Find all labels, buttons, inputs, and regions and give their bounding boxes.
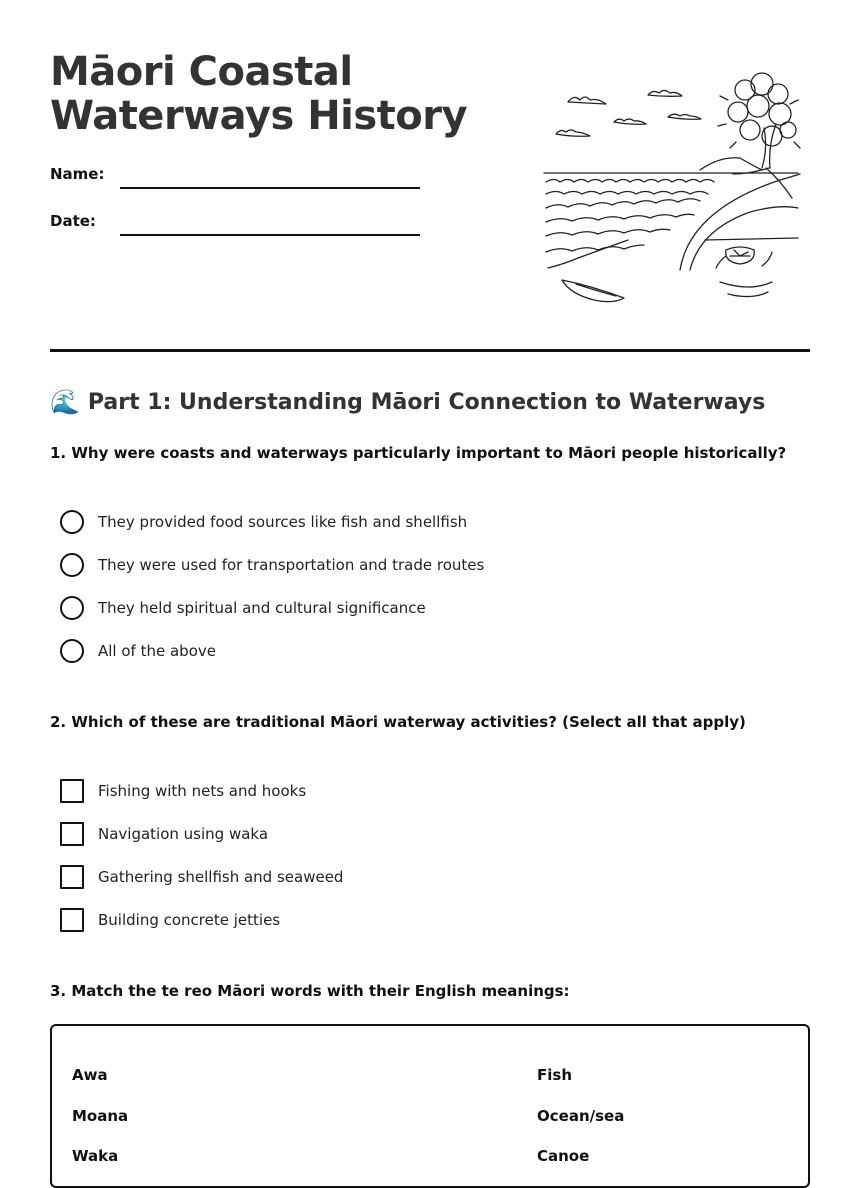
checkbox[interactable] (60, 822, 84, 846)
checkbox[interactable] (60, 865, 84, 889)
worksheet-title (50, 50, 467, 138)
coastal-scene-illustration (540, 70, 802, 305)
header-divider (50, 349, 810, 352)
matching-box (50, 1024, 810, 1188)
radio-button[interactable] (60, 639, 84, 663)
checkbox[interactable] (60, 779, 84, 803)
radio-button[interactable] (60, 553, 84, 577)
q1-option-1[interactable] (60, 509, 467, 535)
english-meaning-canoe[interactable]: Canoe (537, 1147, 590, 1165)
option-label: All of the above (98, 642, 216, 660)
q1-option-4[interactable] (60, 638, 216, 664)
option-label: They were used for transportation and trade routes (98, 556, 485, 574)
title-line-1: Māori Coastal (50, 49, 353, 95)
radio-button[interactable] (60, 510, 84, 534)
question-1: 1. Why were coasts and waterways particularly important to Māori people historically? (50, 444, 787, 462)
option-label: Fishing with nets and hooks (98, 782, 307, 800)
english-meaning-fish[interactable]: Fish (537, 1066, 572, 1084)
question-3: 3. Match the te reo Māori words with their English meanings: (50, 982, 570, 1000)
maori-word-awa[interactable]: Awa (72, 1066, 108, 1084)
option-label: They held spiritual and cultural significance (98, 599, 426, 617)
q2-option-2[interactable] (60, 821, 268, 847)
maori-word-moana[interactable]: Moana (72, 1107, 129, 1125)
radio-button[interactable] (60, 596, 84, 620)
question-2: 2. Which of these are traditional Māori waterway activities? (Select all that apply) (50, 713, 746, 731)
q1-option-3[interactable] (60, 595, 426, 621)
q2-option-1[interactable] (60, 778, 306, 804)
maori-word-waka[interactable]: Waka (72, 1147, 119, 1165)
section-heading-part-1 (50, 388, 765, 416)
option-label: Gathering shellfish and seaweed (98, 868, 344, 886)
option-label: Navigation using waka (98, 825, 269, 843)
english-meaning-ocean-sea[interactable]: Ocean/sea (537, 1107, 625, 1125)
date-label: Date: (50, 212, 96, 230)
wave-icon: 🌊 (50, 388, 80, 416)
name-label: Name: (50, 165, 105, 183)
q1-option-2[interactable] (60, 552, 484, 578)
section-heading-text: Part 1: Understanding Māori Connection to Waterways (87, 389, 766, 415)
option-label: Building concrete jetties (98, 911, 281, 929)
option-label: They provided food sources like fish and shellfish (98, 513, 468, 531)
date-field[interactable] (120, 234, 420, 236)
name-field[interactable] (120, 187, 420, 189)
checkbox[interactable] (60, 908, 84, 932)
q2-option-3[interactable] (60, 864, 343, 890)
q2-option-4[interactable] (60, 907, 280, 933)
title-line-2: Waterways History (50, 93, 468, 139)
